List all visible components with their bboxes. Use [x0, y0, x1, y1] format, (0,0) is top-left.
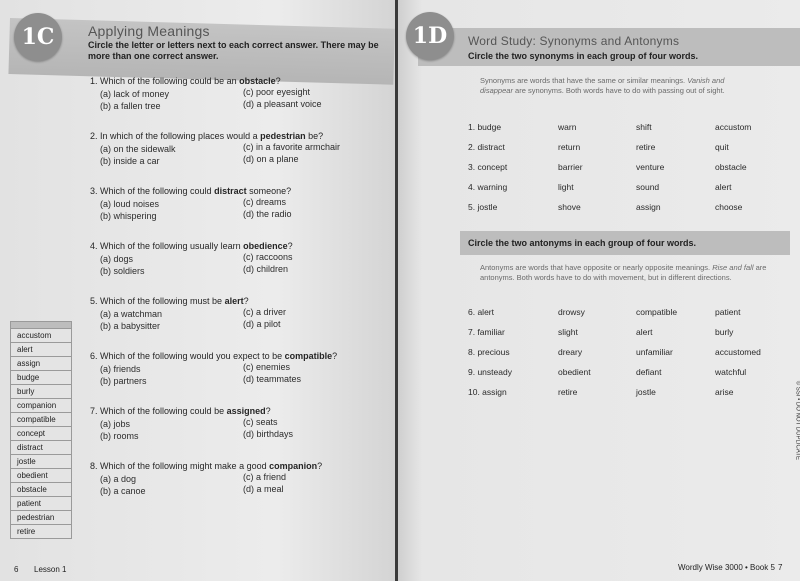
answer-option-a[interactable]: (a) dogs: [100, 254, 134, 264]
answer-option-b[interactable]: (b) rooms: [100, 431, 139, 441]
right-page: [398, 0, 800, 581]
section-title: Word Study: Synonyms and Antonyms: [468, 34, 680, 48]
section-badge: 1C: [14, 13, 62, 61]
choice-word[interactable]: defiant: [636, 367, 662, 377]
answer-option-b[interactable]: (b) whispering: [100, 211, 157, 221]
choice-word[interactable]: return: [558, 142, 581, 152]
question-stem: [90, 130, 323, 142]
choice-word[interactable]: obedient: [558, 367, 591, 377]
answer-option-a[interactable]: (a) a dog: [100, 474, 137, 484]
question-text: 2. In which of the following places would a: [90, 131, 261, 141]
choice-word[interactable]: watchful: [715, 367, 747, 377]
row-prompt-word: 8. precious: [468, 347, 510, 357]
row-prompt-word: 1. budge: [468, 122, 502, 132]
question-keyword: distract: [214, 186, 247, 196]
left-page: [0, 0, 395, 581]
page-number-right: 7: [778, 563, 783, 572]
answer-option-b[interactable]: (b) partners: [100, 376, 147, 386]
answer-option-d[interactable]: (d) teammates: [243, 374, 302, 384]
question-text: 4. Which of the following usually learn: [90, 241, 244, 251]
choice-word[interactable]: slight: [558, 327, 578, 337]
choice-word[interactable]: light: [558, 182, 574, 192]
question-text: ?: [332, 351, 338, 361]
word-box-item: alert: [11, 342, 71, 356]
antonyms-instruction: Circle the two antonyms in each group of four words.: [468, 238, 697, 248]
word-box: [10, 321, 72, 539]
question-stem: [90, 405, 271, 417]
word-box-item: burly: [11, 384, 71, 398]
word-box-item: obedient: [11, 468, 71, 482]
row-prompt-word: 2. distract: [468, 142, 505, 152]
section-badge: 1D: [406, 12, 454, 60]
answer-option-b[interactable]: (b) a fallen tree: [100, 101, 161, 111]
choice-word[interactable]: choose: [715, 202, 743, 212]
question-text: ?: [317, 461, 323, 471]
choice-word[interactable]: compatible: [636, 307, 678, 317]
answer-option-d[interactable]: (d) the radio: [243, 209, 292, 219]
question-keyword: compatible: [284, 351, 333, 361]
antonyms-intro-text: are antonyms. Both words have to do with movement, but in different directions.: [480, 263, 767, 282]
answer-option-a[interactable]: (a) jobs: [100, 419, 131, 429]
choice-word[interactable]: venture: [636, 162, 665, 172]
question-text: ?: [275, 76, 281, 86]
question-text: 1. Which of the following could be an: [90, 76, 240, 86]
question-stem: [90, 460, 322, 472]
antonyms-intro: [480, 263, 780, 283]
choice-word[interactable]: retire: [636, 142, 656, 152]
answer-option-b[interactable]: (b) a canoe: [100, 486, 146, 496]
answer-option-d[interactable]: (d) birthdays: [243, 429, 294, 439]
answer-option-c[interactable]: (c) a driver: [243, 307, 287, 317]
choice-word[interactable]: shift: [636, 122, 652, 132]
question-text: ?: [243, 296, 249, 306]
word-box-item: companion: [11, 398, 71, 412]
answer-option-c[interactable]: (c) dreams: [243, 197, 287, 207]
answer-option-c[interactable]: (c) in a favorite armchair: [243, 142, 341, 152]
antonyms-intro-example: Rise and fall: [712, 263, 754, 272]
answer-option-a[interactable]: (a) a watchman: [100, 309, 163, 319]
choice-word[interactable]: accustom: [715, 122, 752, 132]
question-stem: [90, 350, 337, 362]
choice-word[interactable]: unfamiliar: [636, 347, 673, 357]
synonyms-intro-example: Vanish and disappear: [480, 76, 725, 95]
question-text: ?: [265, 406, 271, 416]
answer-option-a[interactable]: (a) lack of money: [100, 89, 170, 99]
synonyms-intro-text: are synonyms. Both words have to do with passing out of sight.: [512, 86, 725, 95]
question-stem: [90, 295, 249, 307]
answer-option-c[interactable]: (c) poor eyesight: [243, 87, 311, 97]
choice-word[interactable]: obstacle: [715, 162, 747, 172]
choice-word[interactable]: assign: [636, 202, 661, 212]
choice-word[interactable]: barrier: [558, 162, 583, 172]
question-keyword: obedience: [243, 241, 288, 251]
row-prompt-word: 10. assign: [468, 387, 507, 397]
word-box-item: accustom: [11, 328, 71, 342]
question-text: 7. Which of the following could be: [90, 406, 227, 416]
answer-option-d[interactable]: (d) on a plane: [243, 154, 299, 164]
word-box-item: obstacle: [11, 482, 71, 496]
choice-word[interactable]: burly: [715, 327, 734, 337]
answer-option-c[interactable]: (c) enemies: [243, 362, 291, 372]
question-stem: [90, 185, 291, 197]
answer-option-b[interactable]: (b) soldiers: [100, 266, 145, 276]
section-title: Applying Meanings: [88, 23, 210, 39]
word-box-item: pedestrian: [11, 510, 71, 524]
choice-word[interactable]: shove: [558, 202, 581, 212]
choice-word[interactable]: dreary: [558, 347, 583, 357]
synonyms-intro-text: Synonyms are words that have the same or similar meanings.: [480, 76, 688, 85]
word-box-list: [11, 328, 71, 538]
answer-option-a[interactable]: (a) friends: [100, 364, 141, 374]
choice-word[interactable]: retire: [558, 387, 578, 397]
answer-option-a[interactable]: (a) on the sidewalk: [100, 144, 176, 154]
question-text: ?: [287, 241, 293, 251]
answer-option-d[interactable]: (d) a pilot: [243, 319, 281, 329]
question-text: 6. Which of the following would you expect to be: [90, 351, 285, 361]
footer-lesson-label: Lesson 1: [34, 565, 67, 574]
question-keyword: companion: [269, 461, 318, 471]
answer-option-c[interactable]: (c) a friend: [243, 472, 287, 482]
row-prompt-word: 6. alert: [468, 307, 494, 317]
word-box-item: patient: [11, 496, 71, 510]
question-keyword: assigned: [226, 406, 266, 416]
choice-word[interactable]: arise: [715, 387, 734, 397]
question-text: 3. Which of the following could: [90, 186, 215, 196]
answer-option-a[interactable]: (a) loud noises: [100, 199, 160, 209]
question-keyword: alert: [224, 296, 244, 306]
choice-word[interactable]: sound: [636, 182, 660, 192]
antonyms-intro-text: Antonyms are words that have opposite or nearly opposite meanings.: [480, 263, 713, 272]
question-stem: [90, 75, 281, 87]
section-instruction: Circle the letter or letters next to each correct answer. There may be more than one correct answer.: [88, 40, 379, 61]
copyright-note: © SSI • DO NOT DUPLICATE: [794, 380, 800, 460]
answer-option-c[interactable]: (c) seats: [243, 417, 278, 427]
choice-word[interactable]: quit: [715, 142, 729, 152]
choice-word[interactable]: warn: [558, 122, 577, 132]
question-text: be?: [305, 131, 324, 141]
row-prompt-word: 7. familiar: [468, 327, 505, 337]
page-number-left: 6: [14, 565, 19, 574]
row-prompt-word: 3. concept: [468, 162, 508, 172]
question-text: 8. Which of the following might make a good: [90, 461, 270, 471]
word-box-item: concept: [11, 426, 71, 440]
word-box-item: budge: [11, 370, 71, 384]
question-stem: [90, 240, 293, 252]
answer-option-d[interactable]: (d) a meal: [243, 484, 284, 494]
synonyms-intro: [480, 76, 750, 96]
question-keyword: pedestrian: [260, 131, 306, 141]
choice-word[interactable]: drowsy: [558, 307, 585, 317]
choice-word[interactable]: jostle: [636, 387, 656, 397]
answer-option-b[interactable]: (b) a babysitter: [100, 321, 161, 331]
word-box-item: jostle: [11, 454, 71, 468]
choice-word[interactable]: alert: [636, 327, 653, 337]
word-box-item: retire: [11, 524, 71, 538]
answer-option-b[interactable]: (b) inside a car: [100, 156, 160, 166]
word-box-item: compatible: [11, 412, 71, 426]
answer-option-d[interactable]: (d) children: [243, 264, 289, 274]
synonyms-instruction: Circle the two synonyms in each group of four words.: [468, 51, 699, 61]
word-box-item: assign: [11, 356, 71, 370]
choice-word[interactable]: patient: [715, 307, 741, 317]
question-text: 5. Which of the following must be: [90, 296, 225, 306]
answer-option-d[interactable]: (d) a pleasant voice: [243, 99, 322, 109]
footer-book-label: Wordly Wise 3000 • Book 5: [678, 563, 775, 572]
row-prompt-word: 5. jostle: [468, 202, 498, 212]
question-text: someone?: [246, 186, 292, 196]
row-prompt-word: 9. unsteady: [468, 367, 512, 377]
choice-word[interactable]: accustomed: [715, 347, 761, 357]
word-box-item: distract: [11, 440, 71, 454]
answer-option-c[interactable]: (c) raccoons: [243, 252, 293, 262]
question-keyword: obstacle: [239, 76, 276, 86]
row-prompt-word: 4. warning: [468, 182, 508, 192]
choice-word[interactable]: alert: [715, 182, 732, 192]
